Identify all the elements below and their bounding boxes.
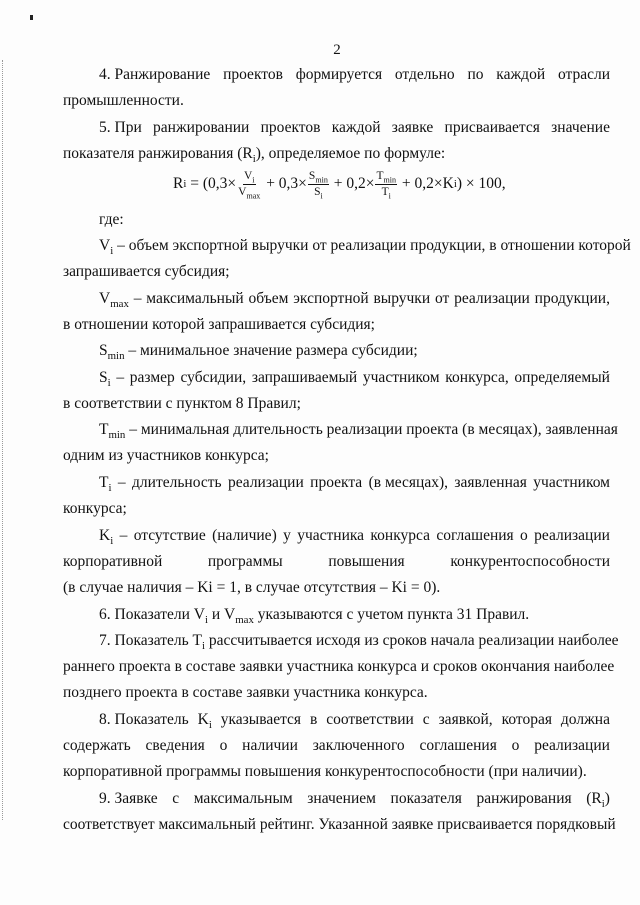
definition-vmax-line-1: $V_{max}$ – максимальный объем экспортной выручки от реализации продукции, bbox=[99, 290, 610, 311]
p8-ki-symbol: $K_i$ bbox=[197, 711, 212, 732]
definition-tmin-line-2: одним из участников конкурса; bbox=[63, 447, 269, 464]
scan-mark bbox=[30, 15, 33, 20]
paragraph-5-line-2: показателя ранжирования $(R_i)$, определяемое по формуле: bbox=[63, 145, 446, 166]
definition-v-line-1: $V_i$ – объем экспортной выручки от реализации продукции, в отношении которой bbox=[99, 237, 631, 258]
definition-ti-line-1: $T_i$ – длительность реализации проекта (в месяцах), заявленная участником bbox=[99, 474, 610, 495]
paragraph-8-line-3: корпоративной программы повышения конкурентоспособности (при наличии). bbox=[63, 763, 587, 780]
ranking-formula: R i = (0,3× $\frac{V_i}{V_{max}}$ + 0,3× $\frac{S_{min}}{S_i}$ + 0,2× $\frac{T_{min}}{T_i}$ + 0,2×K i ) × 100, bbox=[173, 169, 506, 200]
p9-ri-symbol: $(R_i)$ bbox=[586, 790, 610, 811]
paragraph-7-line-1: 7. Показатель $T_i$ рассчитывается исходя из сроков начала реализации наиболее bbox=[99, 632, 619, 653]
definition-vmax-line-2: в отношении которой запрашивается субсидия; bbox=[63, 316, 375, 333]
definition-tmin-line-1: $T_{min}$ – минимальная длительность реализации проекта (в месяцах), заявленная bbox=[99, 421, 618, 442]
scan-edge bbox=[2, 60, 5, 820]
fraction-s: $\frac{S_{min}}{S_i}$ bbox=[308, 169, 328, 200]
paragraph-4-line-2: промышленности. bbox=[63, 92, 184, 109]
paragraph-7-line-3: позднего проекта в составе заявки участника конкурса. bbox=[63, 684, 428, 701]
where-label: где: bbox=[99, 211, 124, 228]
definition-v-line-2: запрашивается субсидия; bbox=[63, 263, 230, 280]
paragraph-6: 6. Показатели $V_i$ и $V_{max}$ указываются с учетом пункта 31 Правил. bbox=[99, 606, 530, 627]
definition-ki-line-3: (в случае наличия – Ki = 1, в случае отсутствия – Ki = 0). bbox=[63, 579, 441, 596]
paragraph-7-line-2: раннего проекта в составе заявки участника конкурса и сроков окончания наиболее bbox=[63, 658, 615, 675]
definition-smin: $S_{min}$ – минимальное значение размера субсидии; bbox=[99, 342, 418, 363]
definition-si-line-2: в соответствии с пунктом 8 Правил; bbox=[63, 395, 301, 412]
paragraph-8-line-1: 8. Показатель $K_i$ указывается в соответствии с заявкой, которая должна bbox=[99, 708, 610, 731]
fraction-t: $\frac{T_{min}}{T_i}$ bbox=[376, 169, 397, 200]
definition-ti-line-2: конкурса; bbox=[63, 500, 127, 517]
paragraph-8-line-2: содержать сведения о наличии заключенного соглашения о реализации bbox=[63, 737, 610, 754]
paragraph-4-line-1: 4. Ранжирование проектов формируется отдельно по каждой отрасли bbox=[99, 66, 610, 83]
fraction-v: $\frac{V_i}{V_{max}}$ bbox=[238, 169, 261, 200]
definition-ki-line-1: $K_i$ – отсутствие (наличие) у участника конкурса соглашения о реализации bbox=[99, 527, 610, 548]
definition-si-line-1: $S_i$ – размер субсидии, запрашиваемый участником конкурса, определяемый bbox=[99, 369, 610, 390]
paragraph-9-line-1: 9. Заявке с максимальным значением показателя ранжирования $(R_i)$ bbox=[99, 787, 610, 810]
paragraph-9-line-2: соответствует максимальный рейтинг. Указанной заявке присваивается порядковый bbox=[63, 816, 616, 833]
paragraph-5-line-1: 5. При ранжировании проектов каждой заявке присваивается значение bbox=[99, 119, 610, 136]
definition-ki-line-2: корпоративной программы повышения конкурентоспособности bbox=[63, 553, 610, 570]
page-number: 2 bbox=[333, 42, 341, 58]
